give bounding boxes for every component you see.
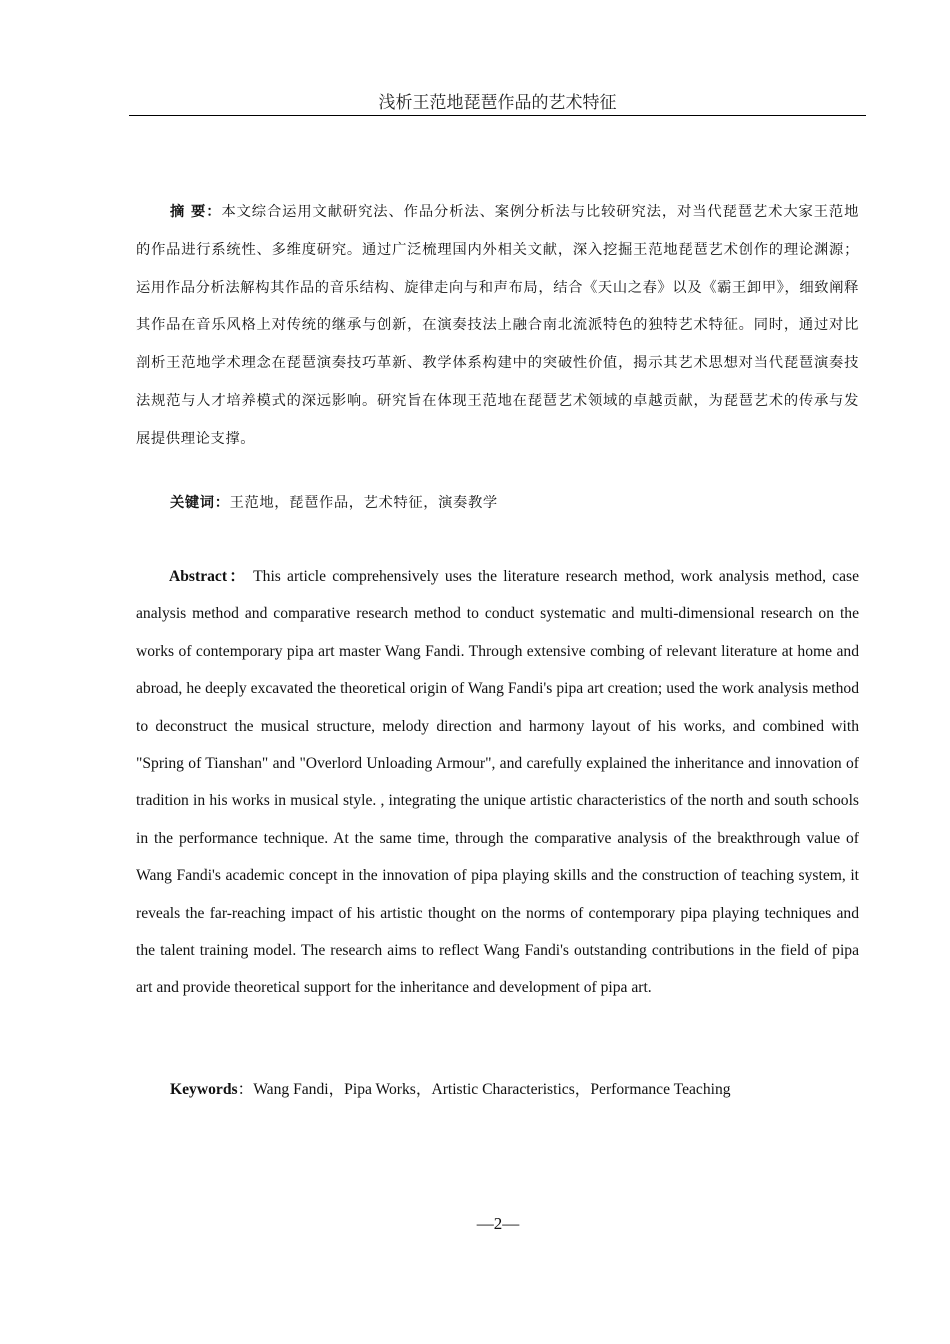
english-keywords-label: Keywords [170,1081,238,1098]
english-abstract [136,558,859,1007]
header-rule [129,115,866,116]
english-abstract-label: Abstract： [169,568,248,585]
chinese-keywords-text: 王范地，琵琶作品，艺术特征，演奏教学 [229,495,498,511]
chinese-abstract [136,194,859,459]
chinese-abstract-label: 摘 要： [170,204,222,220]
chinese-keywords [170,488,860,518]
english-keywords [170,1075,860,1105]
chinese-keywords-label: 关键词： [170,495,230,511]
english-keywords-text: Wang Fandi，Pipa Works，Artistic Characteristics，Performance Teaching [253,1081,731,1098]
running-header-title: 浅析王范地琵琶作品的艺术特征 [378,93,617,113]
page-number: —2— [476,1214,520,1233]
english-abstract-text: This article comprehensively uses the literature research method, work analysis method, case analysis method and comparative research method to conduct systematic and multi-dimensional research on the works of contemporary pipa art master Wang Fandi. Through extensive combing of relevant literature at home and abroad, he deeply excavated the theoretical origin of Wang Fandi's pipa art creation; used the work analysis method to deconstruct the musical structure, melody direction and harmony layout of his works, and combined with "Spring of Tianshan" and "Overlord Unloading Armour", and carefully explained the inheritance and innovation of tradition in his works in musical style. , integrating the unique artistic characteristics of the north and south schools in the performance technique. At the same time, through the comparative analysis of the breakthrough value of Wang Fandi's academic concept in the innovation of pipa playing skills and the construction of teaching system, it reveals the far-reaching impact of his artistic thought on the norms of contemporary pipa playing techniques and the talent training model. The research aims to reflect Wang Fandi's outstanding contributions in the field of pipa art and provide theoretical support for the inheritance and development of pipa art. [136,568,860,997]
chinese-abstract-text: 本文综合运用文献研究法、作品分析法、案例分析法与比较研究法，对当代琵琶艺术大家王范地的作品进行系统性、多维度研究。通过广泛梳理国内外相关文献，深入挖掘王范地琵琶艺术创作的理论渊源；运用作品分析法解构其作品的音乐结构、旋律走向与和声布局，结合《天山之春》以及《霸王卸甲》，细致阐释其作品在音乐风格上对传统的继承与创新，在演奏技法上融合南北流派特色的独特艺术特征。同时，通过对比剖析王范地学术理念在琵琶演奏技巧革新、教学体系构建中的突破性价值，揭示其艺术思想对当代琵琶演奏技法规范与人才培养模式的深远影响。研究旨在体现王范地在琵琶艺术领域的卓越贡献，为琵琶艺术的传承与发展提供理论支撑。 [136,204,859,447]
english-keywords-separator: ： [237,1081,254,1098]
